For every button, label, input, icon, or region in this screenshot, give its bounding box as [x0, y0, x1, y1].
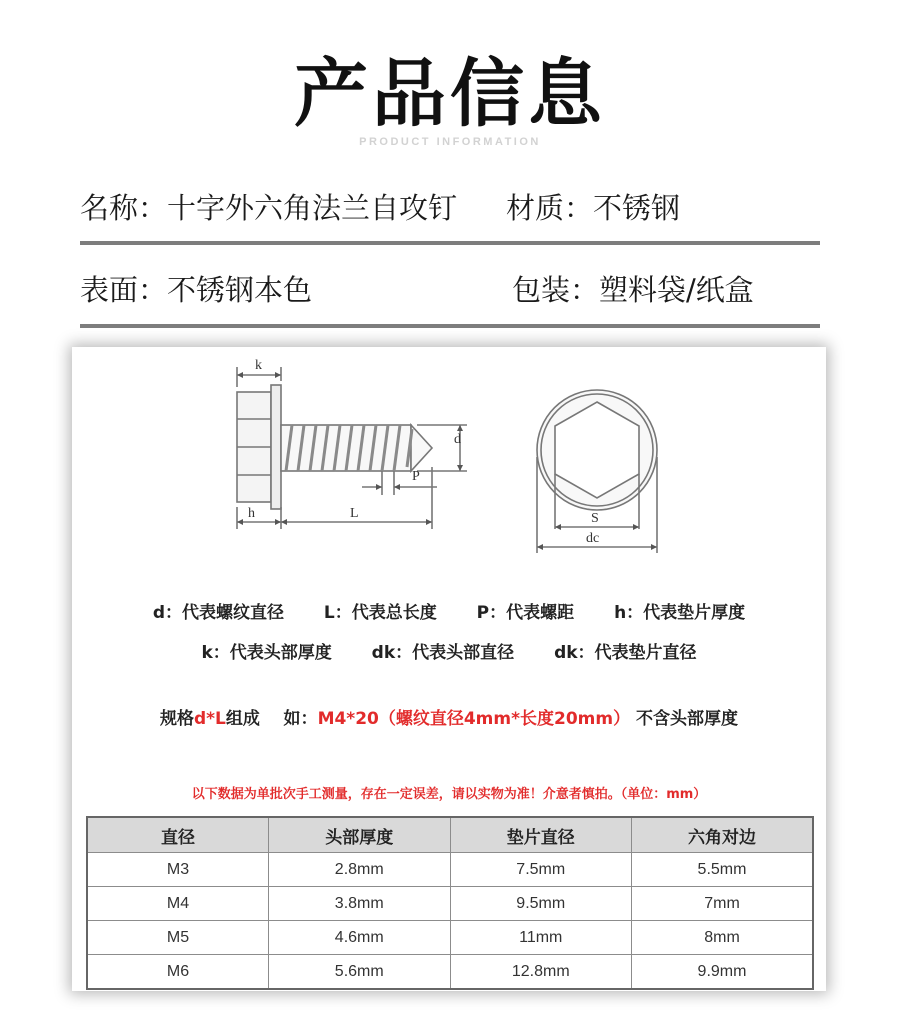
- table-row: [87, 921, 813, 955]
- divider: [80, 324, 820, 328]
- table-cell: 8mm: [632, 921, 814, 955]
- legend-item: h：代表垫片厚度: [614, 603, 746, 623]
- legend-item: k：代表头部厚度: [201, 643, 332, 663]
- table-row: [87, 887, 813, 921]
- product-name: 名称：十字外六角法兰自攻钉: [80, 191, 458, 225]
- spec-prefix: 规格: [159, 709, 194, 729]
- page-subtitle: PRODUCT INFORMATION: [359, 136, 541, 148]
- info-row-1: [80, 188, 820, 228]
- label-dc: dc: [586, 531, 600, 546]
- table-cell: 9.5mm: [450, 887, 632, 921]
- table-cell: 9.9mm: [632, 955, 814, 990]
- table-cell: 5.5mm: [632, 853, 814, 887]
- table-cell: 4.6mm: [269, 921, 451, 955]
- table-cell: 11mm: [450, 921, 632, 955]
- spec-suffix: 不含头部厚度: [636, 709, 739, 729]
- table-cell: 7.5mm: [450, 853, 632, 887]
- column-header: 六角对边: [632, 817, 814, 853]
- table-row: [87, 853, 813, 887]
- table-cell: 7mm: [632, 887, 814, 921]
- legend-item: P：代表螺距: [476, 603, 575, 623]
- legend-line-1: [72, 598, 826, 623]
- table-cell: M6: [87, 955, 269, 990]
- spec-card: [72, 347, 826, 991]
- table-cell: 3.8mm: [269, 887, 451, 921]
- table-cell: 12.8mm: [450, 955, 632, 990]
- product-surface: 表面：不锈钢本色: [80, 273, 313, 307]
- label-s: S: [591, 511, 599, 526]
- measurement-note: 以下数据为单批次手工测量，存在一定误差，请以实物为准！介意者慎拍。（单位：mm）: [191, 787, 707, 802]
- spec-formula: d*L: [193, 709, 226, 729]
- legend-item: dk：代表头部直径: [371, 643, 515, 663]
- table-cell: M5: [87, 921, 269, 955]
- label-p: P: [412, 469, 420, 484]
- info-row-2: [80, 270, 820, 310]
- column-header: 头部厚度: [269, 817, 451, 853]
- legend-line-2: [72, 638, 826, 663]
- label-k: k: [255, 358, 262, 373]
- table-cell: 2.8mm: [269, 853, 451, 887]
- legend-item: L：代表总长度: [323, 603, 437, 623]
- label-d: d: [454, 432, 461, 447]
- divider: [80, 241, 820, 245]
- spec-example: M4*20（螺纹直径4mm*长度20mm）: [317, 709, 631, 729]
- table-cell: M4: [87, 887, 269, 921]
- table-header-row: [87, 817, 813, 853]
- spec-mid: 组成 如：: [225, 709, 318, 729]
- label-h: h: [248, 506, 255, 521]
- column-header: 垫片直径: [450, 817, 632, 853]
- screw-dimension-diagram: [72, 347, 826, 577]
- product-material: 材质：不锈钢: [506, 191, 681, 225]
- legend-item: dk：代表垫片直径: [554, 643, 697, 663]
- column-header: 直径: [87, 817, 269, 853]
- label-l: L: [350, 506, 359, 521]
- page-title: 产品信息: [294, 51, 606, 137]
- product-packaging: 包装：塑料袋/纸盒: [512, 273, 754, 307]
- table-cell: 5.6mm: [269, 955, 451, 990]
- spec-table: [86, 816, 814, 990]
- legend-item: d：代表螺纹直径: [152, 603, 284, 623]
- spec-formula-line: [72, 704, 826, 729]
- table-cell: M3: [87, 853, 269, 887]
- table-row: [87, 955, 813, 990]
